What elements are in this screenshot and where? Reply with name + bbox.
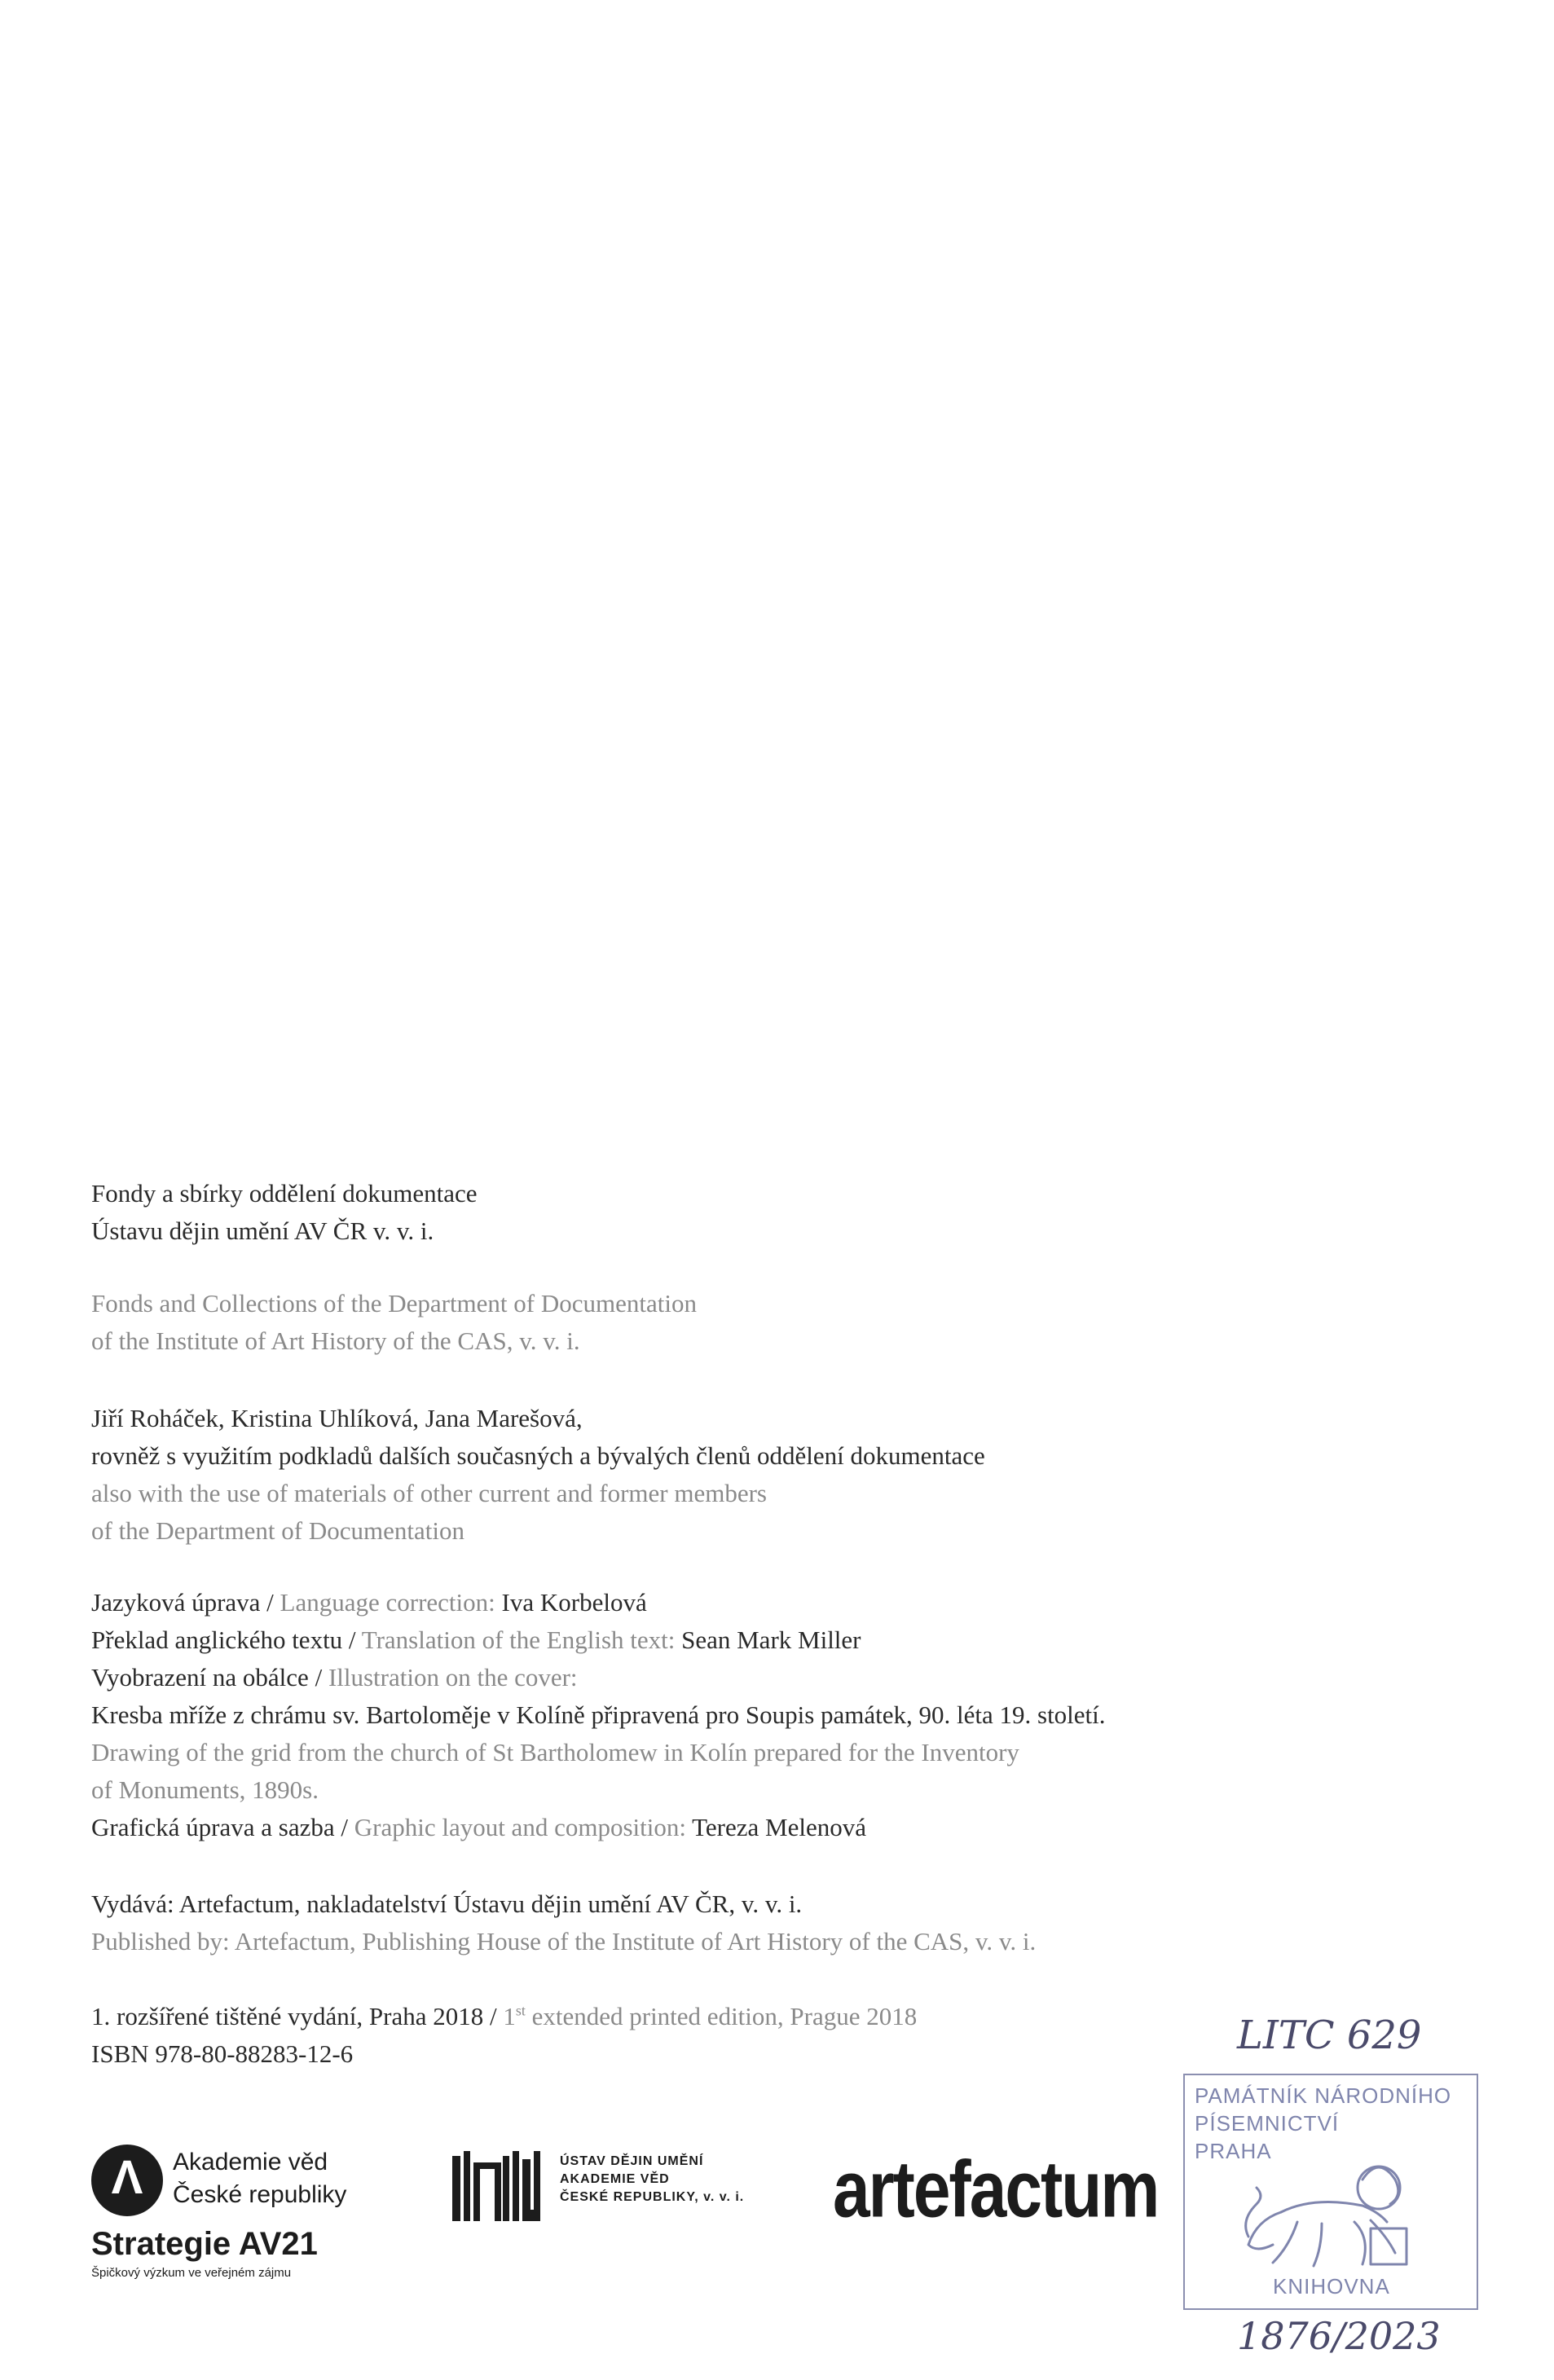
title-en-line2: of the Institute of Art History of the CAS, v. v. i. xyxy=(91,1326,580,1355)
authors-note-en-line1: also with the use of materials of other current and former members xyxy=(91,1479,767,1507)
artefactum-logo: artefactum xyxy=(833,2145,1159,2234)
edition-en-num: 1 xyxy=(503,2002,516,2030)
credit-cover-desc-en1: Drawing of the grid from the church of St Bartholomew in Kolín prepared for the Inventory xyxy=(91,1738,1019,1766)
stamp-line2: PÍSEMNICTVÍ xyxy=(1195,2111,1340,2136)
authors-note-cz: rovněž s využitím podkladů dalších současných a bývalých členů oddělení dokumentace xyxy=(91,1441,985,1470)
title-block xyxy=(91,1175,1314,1250)
av-name-line1: Akademie věd xyxy=(173,2149,328,2175)
credit-translation xyxy=(91,1621,1314,1659)
authors-names: Jiří Roháček, Kristina Uhlíková, Jana Marešová, xyxy=(91,1404,583,1432)
handwritten-accession-number: 1876/2023 xyxy=(1237,2314,1441,2358)
credit-translation-label-en: Translation of the English text: xyxy=(361,1626,682,1654)
stamp-line4: KNIHOVNA xyxy=(1273,2274,1390,2299)
credit-language-label-en: Language correction: xyxy=(280,1588,502,1617)
edition-en-sup: st xyxy=(515,2002,526,2019)
av-cr-logo: Λ Akademie věd České republiky Strategie AV21 Špičkový výzkum ve veřejném zájmu xyxy=(91,2143,385,2290)
credit-layout-label-cz: Grafická úprava a sazba / xyxy=(91,1813,354,1841)
credit-translation-label-cz: Překlad anglického textu / xyxy=(91,1626,362,1654)
publisher-en: Published by: Artefactum, Publishing House of the Institute of Art History of the CAS, v. v. i. xyxy=(91,1927,1037,1955)
credit-cover xyxy=(91,1659,1314,1696)
credit-layout-label-en: Graphic layout and composition: xyxy=(354,1813,693,1841)
publisher-block xyxy=(91,1885,1314,1960)
credit-cover-desc-en2: of Monuments, 1890s. xyxy=(91,1775,319,1804)
edition-cz: 1. rozšířené tištěné vydání, Praha 2018 / xyxy=(91,2002,504,2030)
credit-layout-name: Tereza Melenová xyxy=(692,1813,866,1841)
udu-line1: ÚSTAV DĚJIN UMĚNÍ xyxy=(560,2154,704,2168)
credit-cover-label-en: Illustration on the cover: xyxy=(328,1663,578,1692)
credit-language xyxy=(91,1584,1314,1621)
credit-cover-desc-cz: Kresba mříže z chrámu sv. Bartoloměje v Kolíně připravená pro Soupis památek, 90. léta 19. století. xyxy=(91,1700,1106,1729)
stamp-line1: PAMÁTNÍK NÁRODNÍHO xyxy=(1195,2083,1452,2108)
stamp-line3: PRAHA xyxy=(1195,2139,1272,2163)
handwritten-shelfmark: LITC 629 xyxy=(1237,2013,1422,2058)
credit-language-name: Iva Korbelová xyxy=(501,1588,647,1617)
authors-note-en-line2: of the Department of Documentation xyxy=(91,1516,464,1545)
title-cz-line2: Ústavu dějin umění AV ČR v. v. i. xyxy=(91,1216,434,1245)
isbn: ISBN 978-80-88283-12-6 xyxy=(91,2039,354,2068)
credit-translation-name: Sean Mark Miller xyxy=(681,1626,861,1654)
publisher-cz: Vydává: Artefactum, nakladatelství Ústavu dějin umění AV ČR, v. v. i. xyxy=(91,1889,803,1918)
title-en-line1: Fonds and Collections of the Department of Documentation xyxy=(91,1289,697,1318)
credits-block xyxy=(91,1584,1314,1846)
edition-line xyxy=(91,1998,1314,2035)
av-name-line2: České republiky xyxy=(173,2181,347,2208)
av-tagline: Špičkový výzkum ve veřejném zájmu xyxy=(91,2266,292,2280)
authors-block xyxy=(91,1400,1314,1550)
credit-cover-label-cz: Vyobrazení na obálce / xyxy=(91,1663,328,1692)
title-en-block xyxy=(91,1285,1314,1360)
title-cz-line1: Fondy a sbírky oddělení dokumentace xyxy=(91,1179,478,1208)
edition-en-rest: extended printed edition, Prague 2018 xyxy=(525,2002,918,2030)
av-strategy: Strategie AV21 xyxy=(91,2226,318,2262)
credit-layout xyxy=(91,1809,1314,1846)
udu-line2: AKADEMIE VĚD xyxy=(560,2172,670,2186)
av-name xyxy=(173,2146,346,2211)
edition-block xyxy=(91,1998,1314,2073)
udu-logo xyxy=(452,2151,746,2224)
udu-text xyxy=(560,2153,744,2206)
lion-icon xyxy=(1232,2155,1436,2277)
udu-mark-icon xyxy=(452,2151,548,2221)
credit-language-label-cz: Jazyková úprava / xyxy=(91,1588,280,1617)
udu-line3: ČESKÉ REPUBLIKY, v. v. i. xyxy=(560,2190,745,2204)
library-stamp xyxy=(1183,2074,1478,2308)
